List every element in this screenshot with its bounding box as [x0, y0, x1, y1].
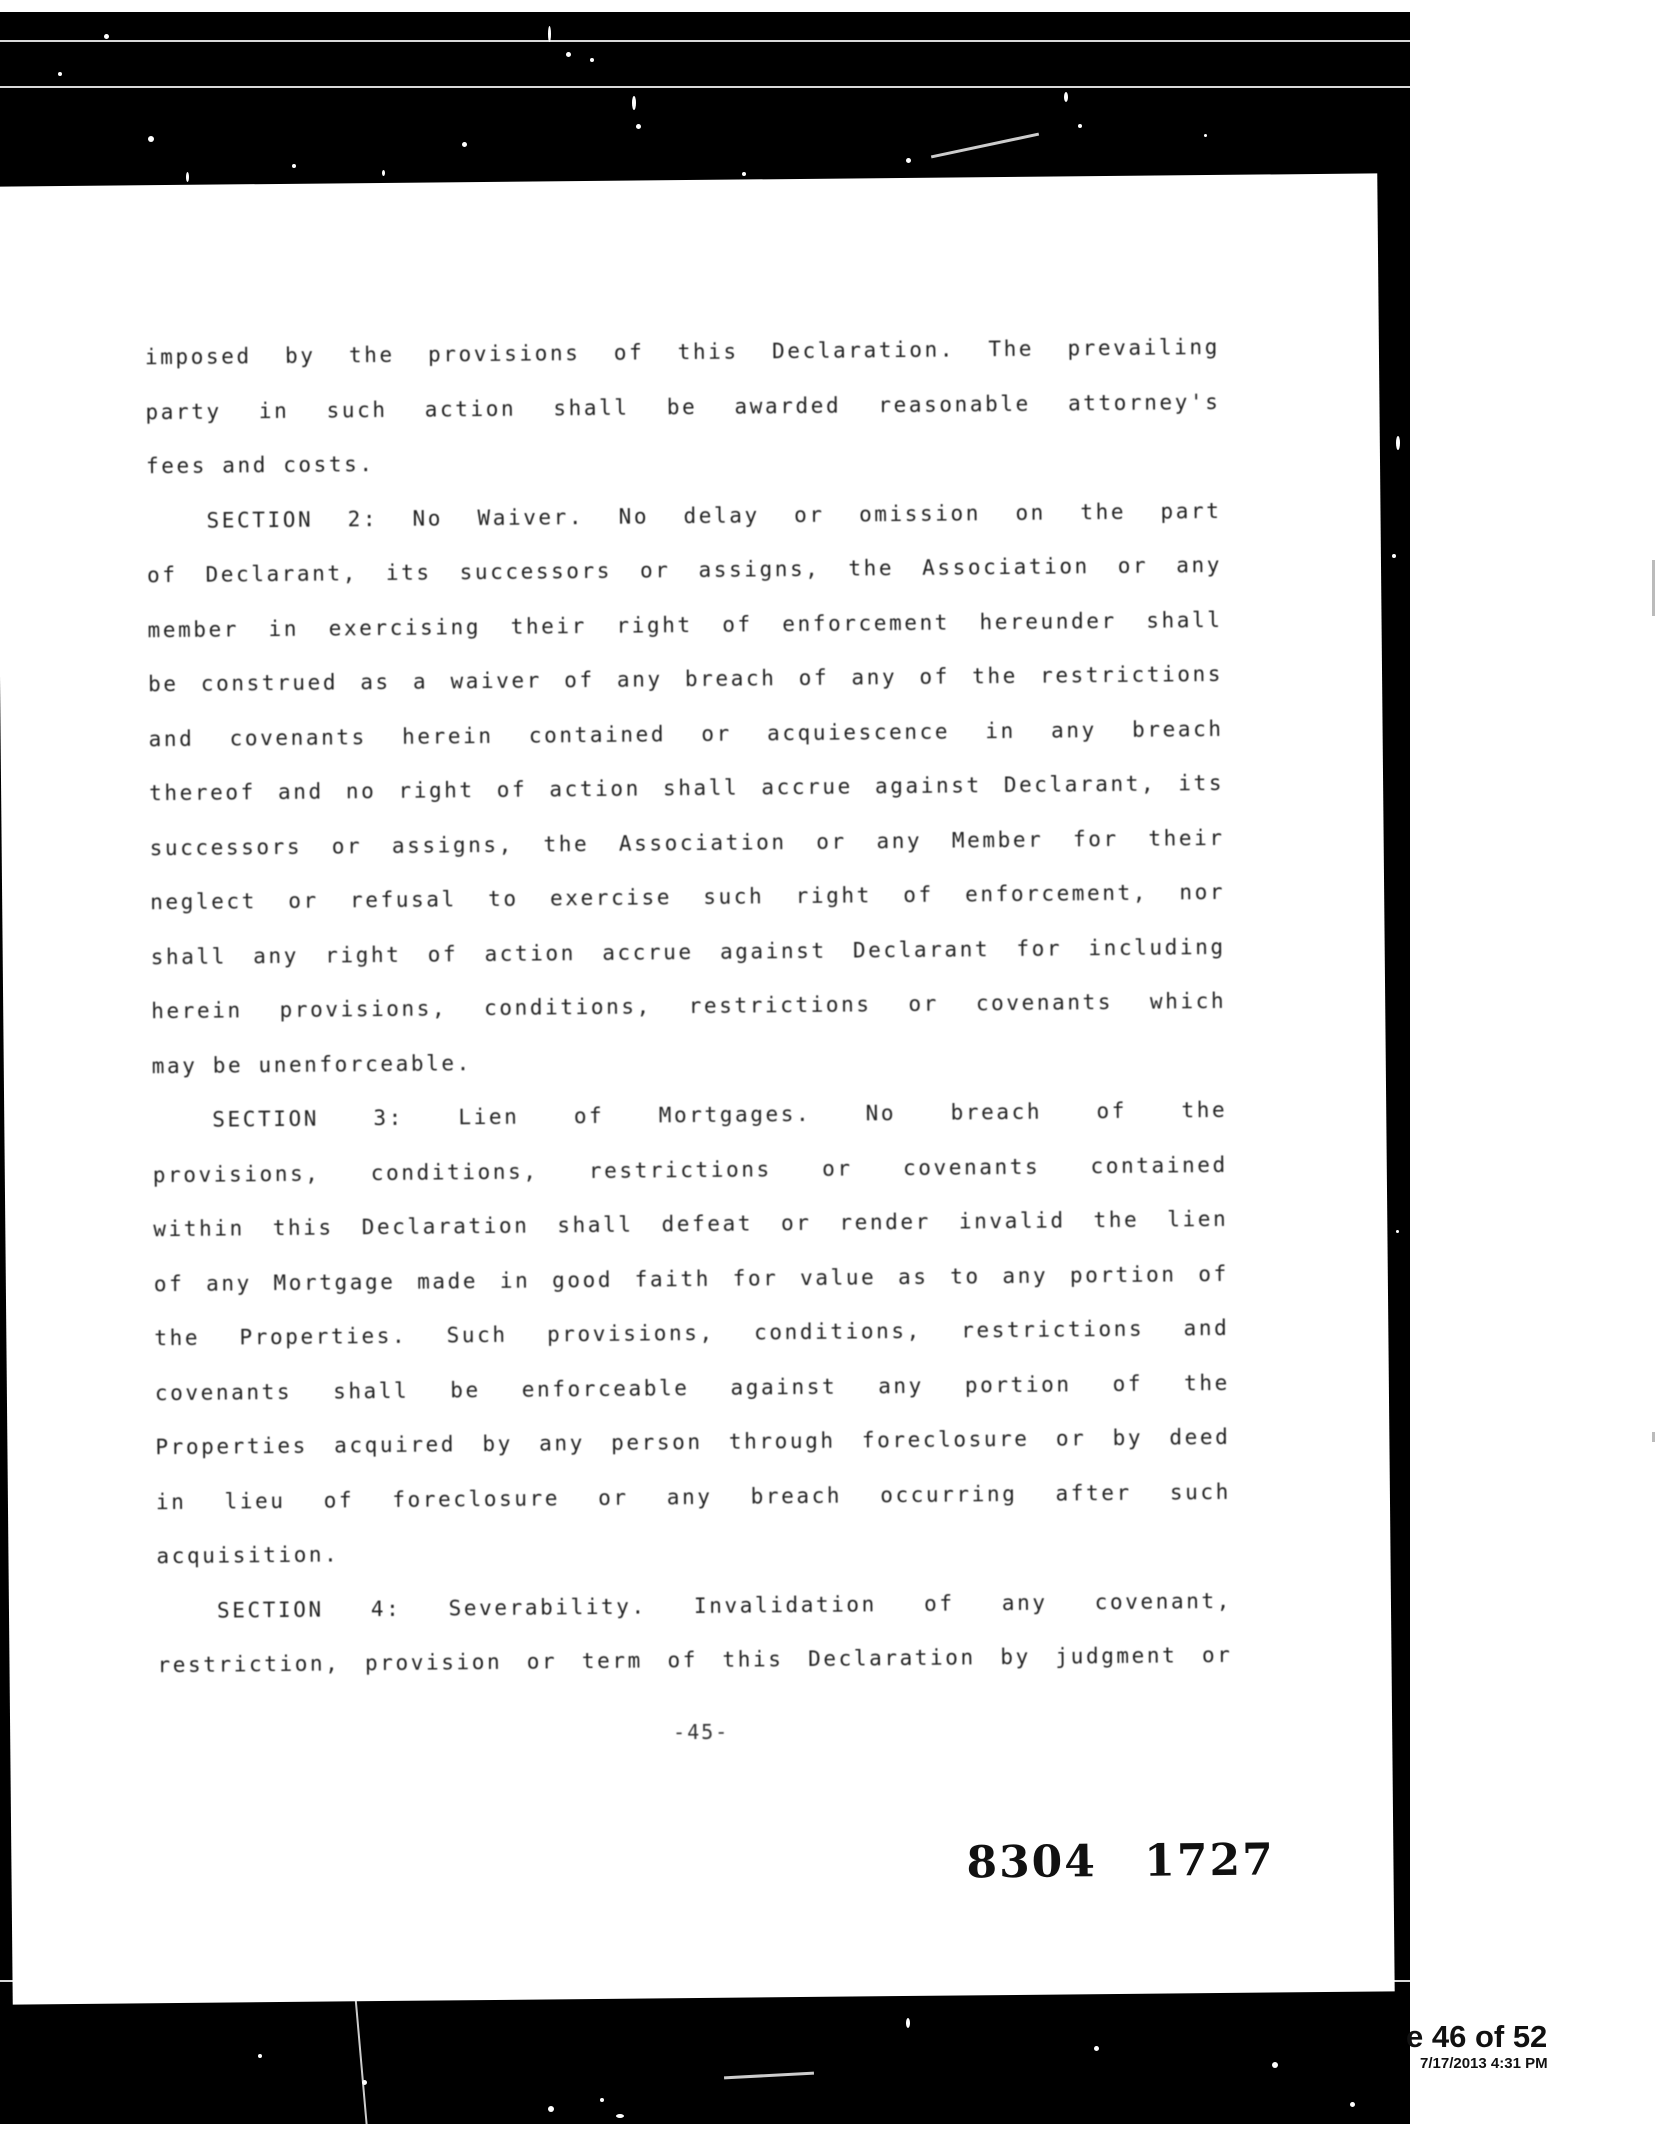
section-heading-line: SECTION 3: Lien of Mortgages. No breach of the: [212, 1097, 1228, 1132]
text-line: Properties acquired by any person through foreclosure or by deed: [155, 1424, 1231, 1460]
text-line: party in such action shall be awarded reasonable attorney's: [145, 389, 1221, 424]
scan-speck: [616, 2114, 624, 2118]
document-sheet: [0, 173, 1395, 2004]
frame-rule-top: [0, 40, 1410, 42]
scan-speck: [1396, 436, 1400, 450]
scan-speck: [1272, 2062, 1278, 2068]
scan-speck: [1350, 2102, 1355, 2107]
section-heading-line: SECTION 2: No Waiver. No delay or omission on the part: [206, 498, 1222, 533]
text-line: acquisition.: [156, 1542, 340, 1569]
section-heading-line: SECTION 4: Severability. Invalidation of any covenant,: [216, 1588, 1233, 1623]
scan-speck: [548, 2106, 554, 2112]
scan-speck: [258, 2054, 262, 2058]
scan-speck: [548, 26, 551, 42]
stamp-date: 7/17/2013 4:31 PM: [1420, 2055, 1548, 2072]
stamp-page-count: e 46 of 52: [1406, 2019, 1548, 2054]
scan-speck: [1064, 92, 1068, 102]
text-line: member in exercising their right of enforcement hereunder shall: [147, 607, 1223, 642]
edge-mark: [1652, 560, 1655, 616]
text-line: in lieu of foreclosure or any breach occurring after such: [155, 1479, 1232, 1514]
scan-speck: [906, 158, 911, 163]
text-line: fees and costs.: [145, 452, 375, 479]
scan-speck: [382, 170, 385, 176]
text-line: and covenants herein contained or acquiescence in any breach: [148, 716, 1224, 751]
text-line: the Properties. Such provisions, conditions, restrictions and: [154, 1315, 1230, 1351]
text-line: restriction, provision or term of this Declaration by judgment or: [157, 1642, 1233, 1678]
scan-speck: [462, 142, 467, 147]
scan-speck: [906, 2018, 910, 2028]
footer-stamp: [1406, 2020, 1664, 2074]
scan-speck: [104, 34, 109, 39]
scan-speck: [636, 124, 641, 129]
page-number: -45-: [672, 1719, 730, 1745]
scan-speck: [1204, 134, 1207, 137]
text-line: neglect or refusal to exercise such right of enforcement, nor: [150, 879, 1226, 915]
scan-speck: [58, 72, 62, 76]
scan-speck: [148, 136, 154, 142]
scan-speck: [632, 96, 636, 110]
text-line: of any Mortgage made in good faith for value as to any portion of: [153, 1261, 1229, 1296]
text-line: imposed by the provisions of this Declaration. The prevailing: [144, 334, 1221, 370]
scan-speck: [1396, 1230, 1399, 1233]
text-line: thereof and no right of action shall accrue against Declarant, its: [149, 770, 1225, 806]
scan-streak: [724, 2072, 814, 2080]
text-line: successors or assigns, the Association or any Member for their: [149, 825, 1225, 860]
text-line: of Declarant, its successors or assigns, the Association or any: [146, 552, 1223, 588]
text-line: may be unenforceable.: [151, 1050, 472, 1078]
scan-speck: [1078, 124, 1082, 128]
document-body: [145, 320, 1233, 1693]
scan-speck: [1392, 554, 1396, 558]
book-page-number: 8304 1727: [966, 1834, 1275, 1889]
scan-speck: [590, 58, 594, 62]
scan-streak: [931, 133, 1039, 159]
frame-rule-upper: [0, 86, 1410, 88]
scan-speck: [566, 52, 571, 57]
text-line: be construed as a waiver of any breach of any of the restrictions: [147, 661, 1224, 697]
scan-speck: [292, 164, 296, 168]
text-line: within this Declaration shall defeat or render invalid the lien: [153, 1206, 1229, 1242]
scan-speck: [1094, 2046, 1099, 2051]
scan-streak: [354, 1990, 368, 2130]
scan-speck: [186, 172, 189, 182]
scan-speck: [600, 2098, 604, 2102]
text-line: covenants shall be enforceable against any portion of the: [154, 1370, 1230, 1405]
text-line: herein provisions, conditions, restrictions or covenants which: [151, 988, 1227, 1024]
text-line: shall any right of action accrue against Declarant for including: [150, 934, 1226, 969]
text-line: provisions, conditions, restrictions or covenants contained: [152, 1152, 1228, 1187]
edge-mark: [1652, 1432, 1655, 1442]
scan-speck: [742, 172, 746, 176]
